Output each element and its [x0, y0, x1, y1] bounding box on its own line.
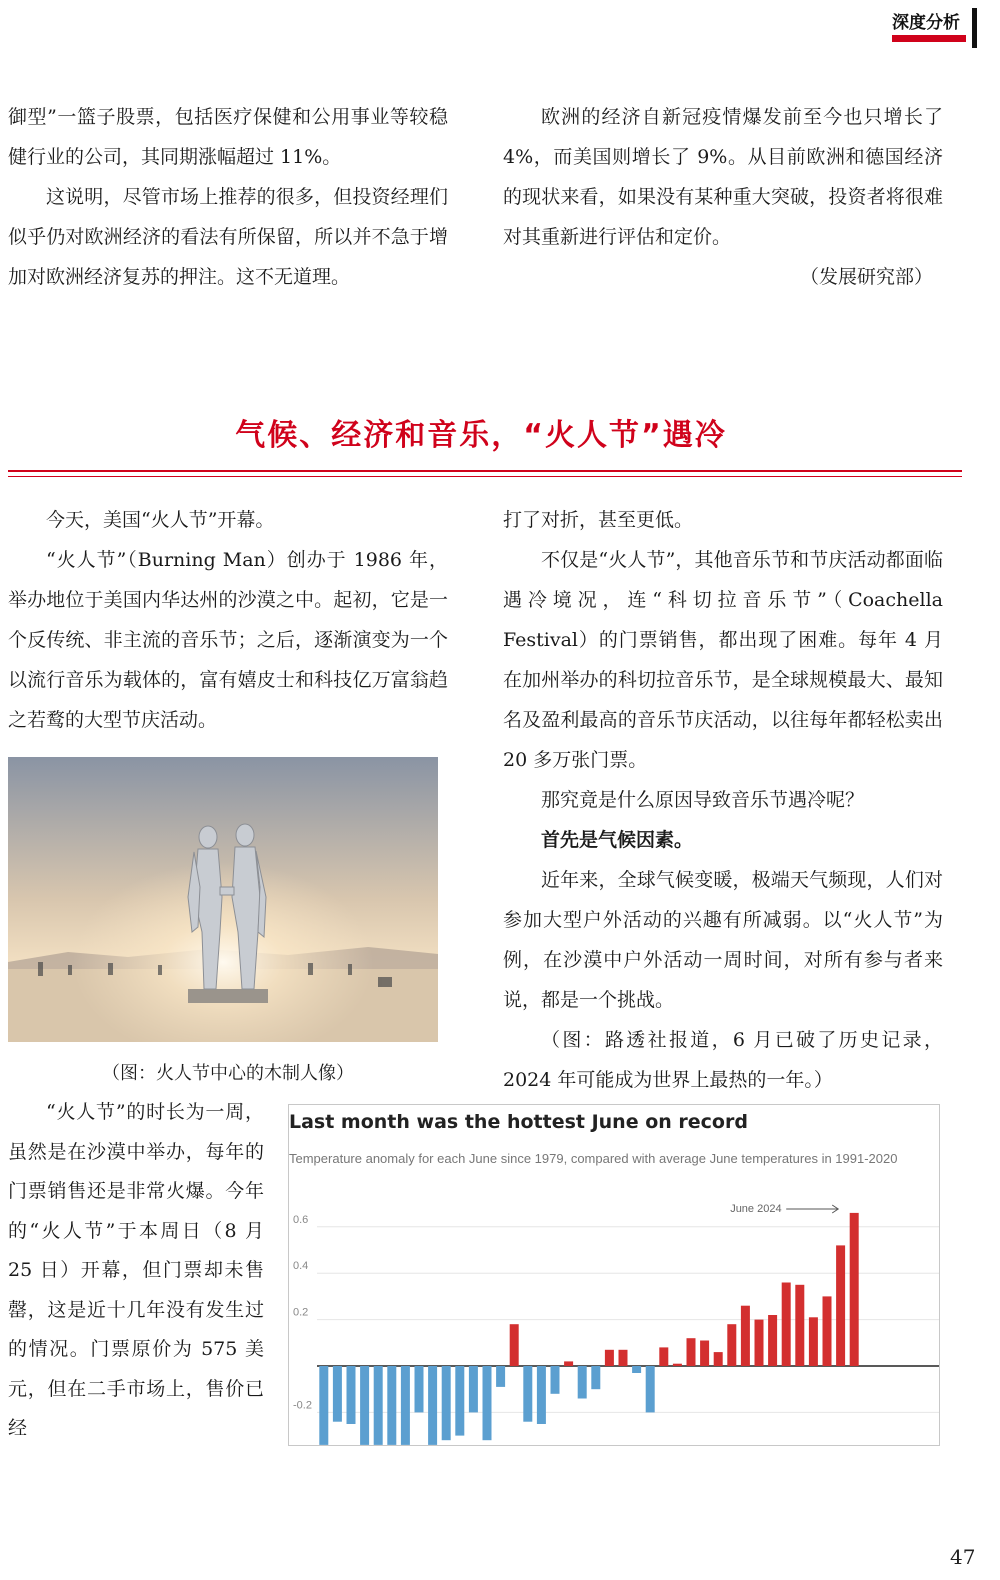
y-tick-label: 0.4	[293, 1260, 309, 1273]
bar-2009	[727, 1324, 736, 1366]
temperature-anomaly-chart	[288, 1104, 940, 1446]
bar-2014	[795, 1285, 804, 1366]
y-tick-label: 0.2	[293, 1306, 309, 1319]
bar-1983	[374, 1366, 383, 1445]
bar-1985	[401, 1366, 410, 1445]
paragraph: 那究竟是什么原因导致音乐节遇冷呢？	[541, 789, 865, 811]
bar-2011	[755, 1320, 764, 1366]
bar-1979	[319, 1366, 328, 1445]
bar-1994	[523, 1366, 532, 1422]
bar-2005	[673, 1364, 682, 1366]
bar-1993	[510, 1324, 519, 1366]
y-tick-label: 0.6	[293, 1213, 309, 1226]
bar-2006	[687, 1338, 696, 1366]
chart-caption: （图：路透社报道，6 月已破了历史记录，2024 年可能成为世界上最热的一年。）	[503, 1029, 943, 1091]
y-tick-label: -0.2	[293, 1399, 312, 1412]
article-right-column	[503, 500, 943, 1100]
bar-1999	[591, 1366, 600, 1389]
paragraph: 不仅是“火人节”，其他音乐节和节庆活动都面临遇冷境况，连“科切拉音乐节”（Coachella Festival）的门票销售，都出现了困难。每年 4 月在加州举办的科切拉音乐节，是全球规模最大、最知名及盈利最高的音乐节庆活动，以往每年都轻松卖出 20 多万张门票。	[503, 549, 943, 771]
bar-1991	[483, 1366, 492, 1440]
section-label: 深度分析	[892, 13, 960, 33]
paragraph: 近年来，全球气候变暖，极端天气频现，人们对参加大型户外活动的兴趣有所减弱。以“火人节”为例，在沙漠中户外活动一周时间，对所有参与者来说，都是一个挑战。	[503, 869, 943, 1011]
paragraph: “火人节”的时长为一周，虽然是在沙漠中举办，每年的门票销售还是非常火爆。今年的“火人节”于本周日（8 月 25 日）开幕，但门票却未售罄，这是近十几年没有发生过的情况。门票原价为 575 美元，但在二手市场上，售价已经	[8, 1101, 264, 1439]
bar-1989	[455, 1366, 464, 1436]
bar-1992	[496, 1366, 505, 1387]
top-right-column	[503, 97, 943, 297]
chart-subtitle: Temperature anomaly for each June since 1979, compared with average June temperatures in 1991-2020	[289, 1151, 898, 1166]
bar-1998	[578, 1366, 587, 1399]
section-tag	[892, 8, 978, 46]
annotation-label: June 2024	[730, 1203, 782, 1215]
author-credit: （发展研究部）	[799, 266, 933, 288]
top-left-column	[8, 97, 448, 297]
subheading: 首先是气候因素。	[541, 829, 694, 851]
paragraph: 这说明，尽管市场上推荐的很多，但投资经理们似乎仍对欧洲经济的看法有所保留，所以并不急于增加对欧洲经济复苏的押注。这不无道理。	[8, 186, 448, 288]
paragraph: 打了对折，甚至更低。	[503, 509, 694, 531]
bar-1981	[347, 1366, 356, 1424]
bar-2008	[714, 1352, 723, 1366]
bar-2001	[619, 1350, 628, 1366]
burning-man-photo	[8, 757, 438, 1042]
headline-divider-thin	[8, 476, 962, 477]
bar-2004	[659, 1347, 668, 1366]
bar-2003	[646, 1366, 655, 1412]
bar-2015	[809, 1317, 818, 1366]
chart-plot	[289, 1105, 939, 1445]
paragraph: 今天，美国“火人节”开幕。	[46, 509, 275, 531]
bar-1987	[428, 1366, 437, 1445]
photo-caption: （图：火人节中心的木制人像）	[102, 1063, 354, 1084]
bar-1986	[415, 1366, 424, 1412]
bar-2013	[782, 1283, 791, 1367]
article-headline: 气候、经济和音乐，“火人节”遇冷	[235, 418, 727, 453]
bar-1980	[333, 1366, 342, 1422]
bar-1982	[360, 1366, 369, 1445]
bar-2016	[823, 1296, 832, 1366]
bar-2007	[700, 1341, 709, 1367]
paragraph: 御型”一篮子股票，包括医疗保健和公用事业等较稳健行业的公司，其同期涨幅超过 11%。	[8, 106, 448, 168]
page-number: 47	[950, 1545, 976, 1569]
bar-2012	[768, 1315, 777, 1366]
chart-title: Last month was the hottest June on record	[289, 1111, 748, 1133]
bar-1996	[551, 1366, 560, 1394]
section-underline	[892, 35, 966, 42]
article-left-column	[8, 500, 448, 740]
annotation-arrow	[786, 1205, 838, 1213]
article-lower-left-column	[8, 1093, 264, 1449]
bar-2018	[850, 1213, 859, 1366]
bar-1988	[442, 1366, 451, 1440]
bar-1995	[537, 1366, 546, 1424]
paragraph: “火人节”（Burning Man）创办于 1986 年，举办地位于美国内华达州的沙漠之中。起初，它是一个反传统、非主流的音乐节；之后，逐渐演变为一个以流行音乐为载体的，富有嬉皮士和科技亿万富翁趋之若鹜的大型节庆活动。	[8, 549, 448, 731]
headline-divider	[8, 470, 962, 472]
bar-1984	[387, 1366, 396, 1445]
bar-2002	[632, 1366, 641, 1373]
bar-2017	[836, 1245, 845, 1366]
bar-2010	[741, 1306, 750, 1366]
section-bar	[972, 8, 977, 48]
bar-1990	[469, 1366, 478, 1412]
bar-1997	[564, 1361, 573, 1366]
bar-2000	[605, 1350, 614, 1366]
paragraph: 欧洲的经济自新冠疫情爆发前至今也只增长了 4%，而美国则增长了 9%。从目前欧洲和德国经济的现状来看，如果没有某种重大突破，投资者将很难对其重新进行评估和定价。	[503, 106, 943, 248]
